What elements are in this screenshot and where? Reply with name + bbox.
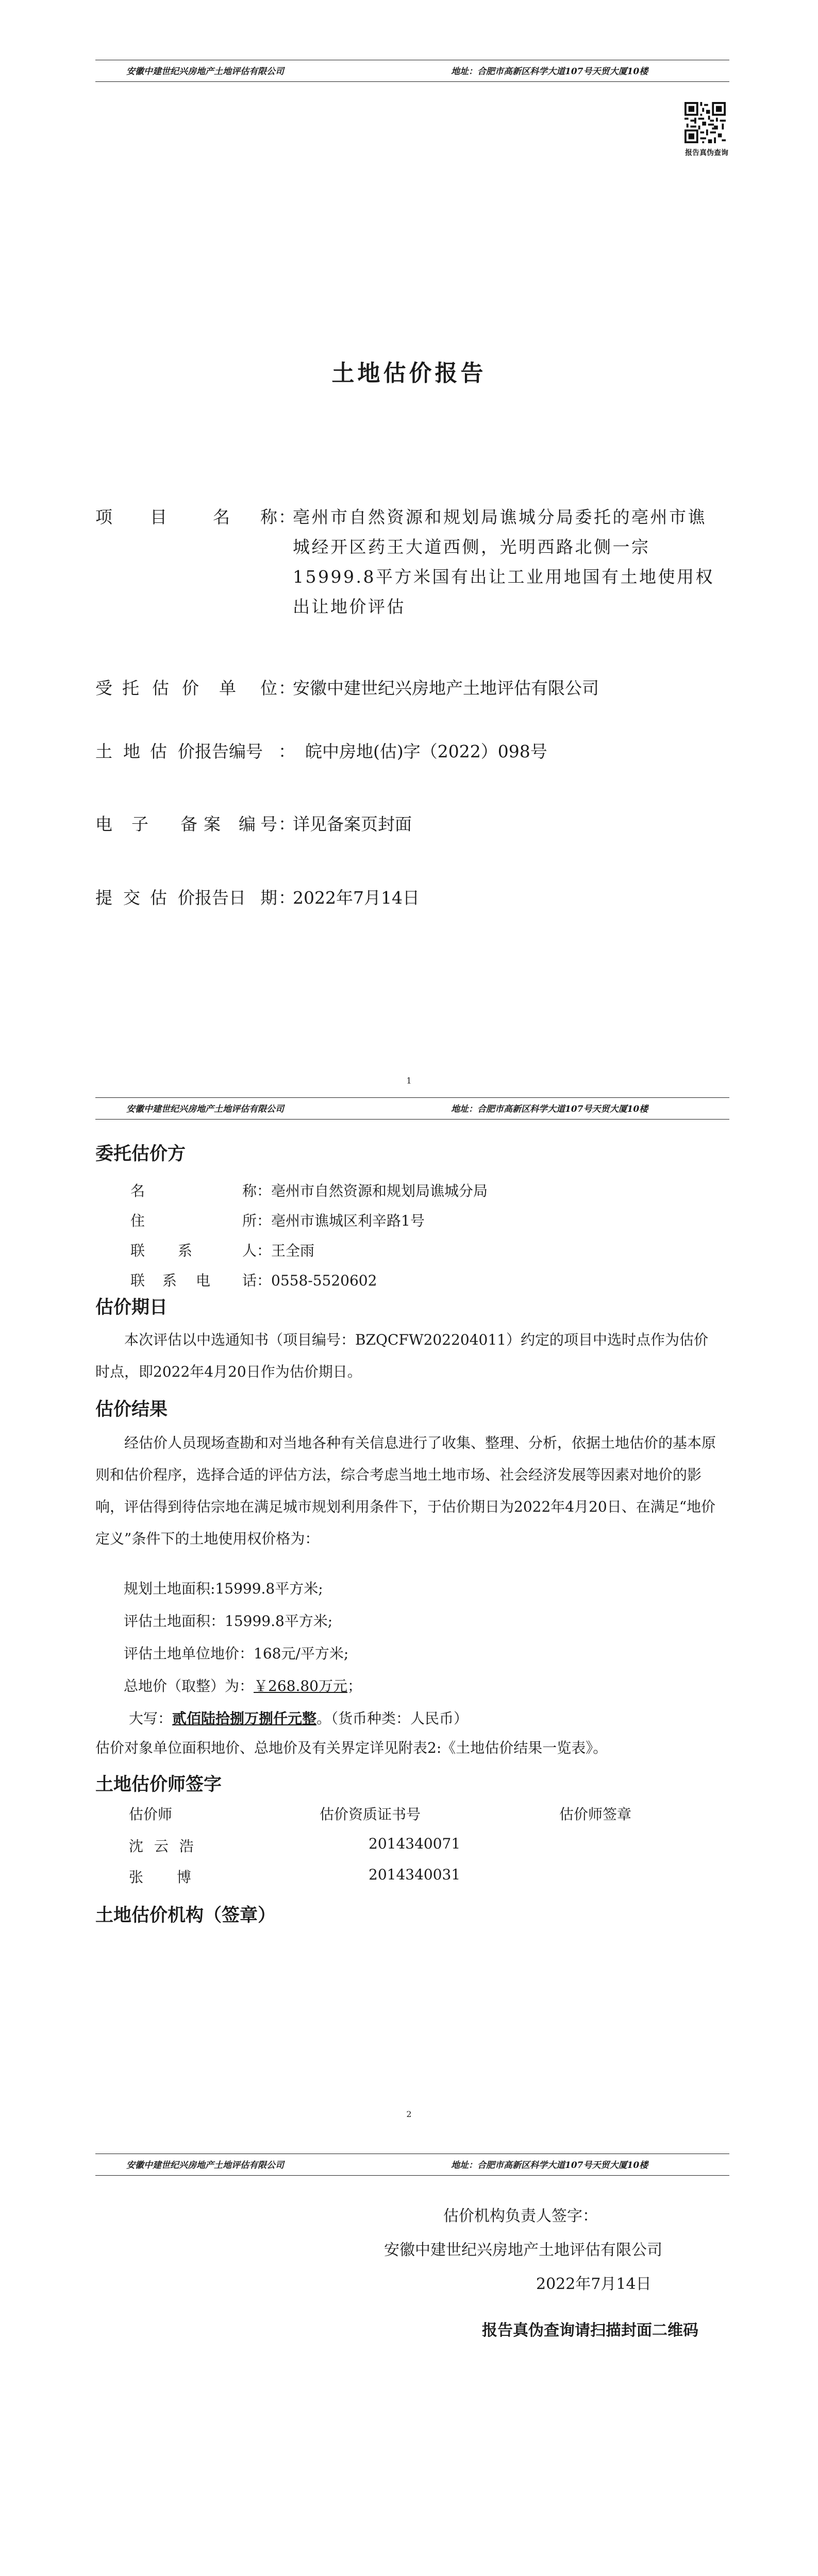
total-price-end: ； (347, 1677, 362, 1694)
header-address: 地址：合肥市高新区科学大道107号天贸大厦10楼 (451, 66, 648, 77)
page-number: 2 (406, 2109, 412, 2119)
client-address-value: ：亳州市谯城区利辛路1号 (257, 1212, 425, 1229)
field-value-submit-date: 2022年7月14日 (293, 888, 420, 908)
agency-date: 2022年7月14日 (536, 2275, 652, 2293)
client-phone-label-4: 话 (242, 1272, 257, 1289)
client-contact-label-3: 人 (242, 1242, 257, 1259)
verify-note: 报告真伪查询请扫描封面二维码 (482, 2321, 698, 2340)
total-price-value: ￥268.80万元 (254, 1677, 347, 1694)
header-address: 地址：合肥市高新区科学大道107号天贸大厦10楼 (451, 1104, 648, 1114)
page-header (95, 60, 729, 82)
result-note: 估价对象单位面积地价、总地价及有关界定详见附表2:《土地估价结果一览表》。 (95, 1739, 608, 1756)
client-phone-label: 联 (130, 1272, 145, 1289)
col-header-cert: 估价资质证书号 (320, 1806, 421, 1823)
header-address: 地址：合肥市高新区科学大道107号天贸大厦10楼 (451, 2160, 648, 2171)
header-company: 安徽中建世纪兴房地产土地评估有限公司 (126, 2160, 284, 2171)
qr-code-icon[interactable] (685, 102, 726, 143)
col-header-seal: 估价师签章 (559, 1806, 632, 1823)
evaluated-area: 评估土地面积：15999.8平方米; (124, 1613, 333, 1630)
field-value-project: 亳州市自然资源和规划局谯城分局委托的亳州市谯城经开区药王大道西侧，光明西路北侧一宗15999.8平方米国有出让工业用地国有土地使用权出让地价评估 (293, 507, 714, 617)
words-end: 。（货币种类：人民币） (316, 1710, 469, 1727)
unit-price: 评估土地单位地价：168元/平方米; (124, 1645, 349, 1662)
client-contact-label-2: 系 (178, 1242, 193, 1259)
client-name-label-2: 称 (242, 1182, 257, 1199)
agency-heading: 土地估价机构（签章） (95, 1905, 276, 1926)
qr-caption: 报告真伪查询 (685, 149, 728, 157)
page-summary (0, 1097, 818, 2154)
header-company: 安徽中建世纪兴房地产土地评估有限公司 (126, 66, 284, 77)
field-value-e-filing: 详见备案页封面 (293, 814, 412, 834)
page-header (95, 1097, 729, 1120)
page-signature (0, 2154, 818, 2576)
report-title: 土地估价报告 (331, 360, 487, 386)
appraiser-name: 张 博 (129, 1869, 191, 1886)
appraiser-cert: 2014340031 (369, 1866, 461, 1883)
words-value: 贰佰陆拾捌万捌仟元整 (172, 1710, 317, 1727)
client-phone-value: ：0558-5520602 (257, 1272, 377, 1289)
planned-area: 规划土地面积:15999.8平方米; (124, 1580, 323, 1597)
result-heading: 估价结果 (95, 1399, 168, 1420)
valuation-date-heading: 估价期日 (95, 1297, 168, 1318)
field-value-unit: 安徽中建世纪兴房地产土地评估有限公司 (293, 678, 599, 698)
words-label: 大写： (129, 1710, 173, 1727)
client-phone-label-2: 系 (162, 1272, 177, 1289)
appraisers-heading: 土地估价师签字 (95, 1774, 222, 1795)
client-contact-value: ：王全雨 (257, 1242, 315, 1259)
client-address-label: 住 (130, 1212, 145, 1229)
result-text: 经估价人员现场查勘和对当地各种有关信息进行了收集、整理、分析，依据土地估价的基本原则和估价程序，选择合适的评估方法，综合考虑当地土地市场、社会经济发展等因素对地价的影响，评估得到待估宗地在满足城市规划利用条件下，于估价期日为2022年4月20日、在满足“地价定义”条件下的土地使用权价格为： (95, 1434, 716, 1547)
client-address-label-2: 所 (242, 1212, 257, 1229)
agency-head-signature: 估价机构负责人签字： (443, 2207, 598, 2225)
client-name-label: 名 (130, 1182, 145, 1199)
total-price-label: 总地价（取整）为： (124, 1677, 254, 1694)
valuation-date-text: 本次评估以中选通知书（项目编号：BZQCFW202204011）约定的项目中选时点作为估价时点，即2022年4月20日作为估价期日。 (95, 1331, 708, 1380)
header-rule-bottom (95, 81, 729, 82)
header-company: 安徽中建世纪兴房地产土地评估有限公司 (126, 1104, 284, 1114)
field-value-report-number: 皖中房地(估)字（2022）098号 (305, 741, 547, 761)
appraiser-cert: 2014340071 (369, 1835, 461, 1852)
client-name-value: ：亳州市自然资源和规划局谯城分局 (257, 1182, 488, 1199)
total-price (124, 1675, 362, 1696)
header-rule-top (95, 1097, 729, 1098)
total-price-words (129, 1707, 468, 1728)
header-rule-bottom (95, 1119, 729, 1120)
col-header-appraiser: 估价师 (129, 1806, 173, 1823)
page-header (95, 2154, 729, 2176)
page-cover: 安徽中建世纪兴房地产土地评估有限公司 地址：合肥市高新区科学大道107号天贸大厦10楼 报告真伪查询 土地估价报告 项 目 名 称 ： 亳州市自然资源和规划局谯城分局委托的亳州市谯城经开区药王大道西侧，光明西路北侧一宗15999.8平方米国有出让工业用地国有土地使用权出让地价评估 受 托 估 价 单 位 ： 安徽中建世纪兴房地产土地评估有限公司 土 地 估 价报告编号 ： 皖中房地(估)字（2022）098号 电 子 备 案 编 号 ： 详见备案页封面 提 交 估 价报告日 期 ： 2022年7月14日 1 (0, 0, 818, 1097)
client-heading: 委托估价方 (95, 1143, 186, 1164)
client-phone-label-3: 电 (196, 1272, 211, 1289)
appraiser-name: 沈 云 浩 (129, 1838, 197, 1855)
client-contact-label: 联 (130, 1242, 145, 1259)
header-rule-bottom (95, 2175, 729, 2176)
page-number: 1 (406, 1076, 412, 1086)
agency-company: 安徽中建世纪兴房地产土地评估有限公司 (384, 2241, 662, 2259)
